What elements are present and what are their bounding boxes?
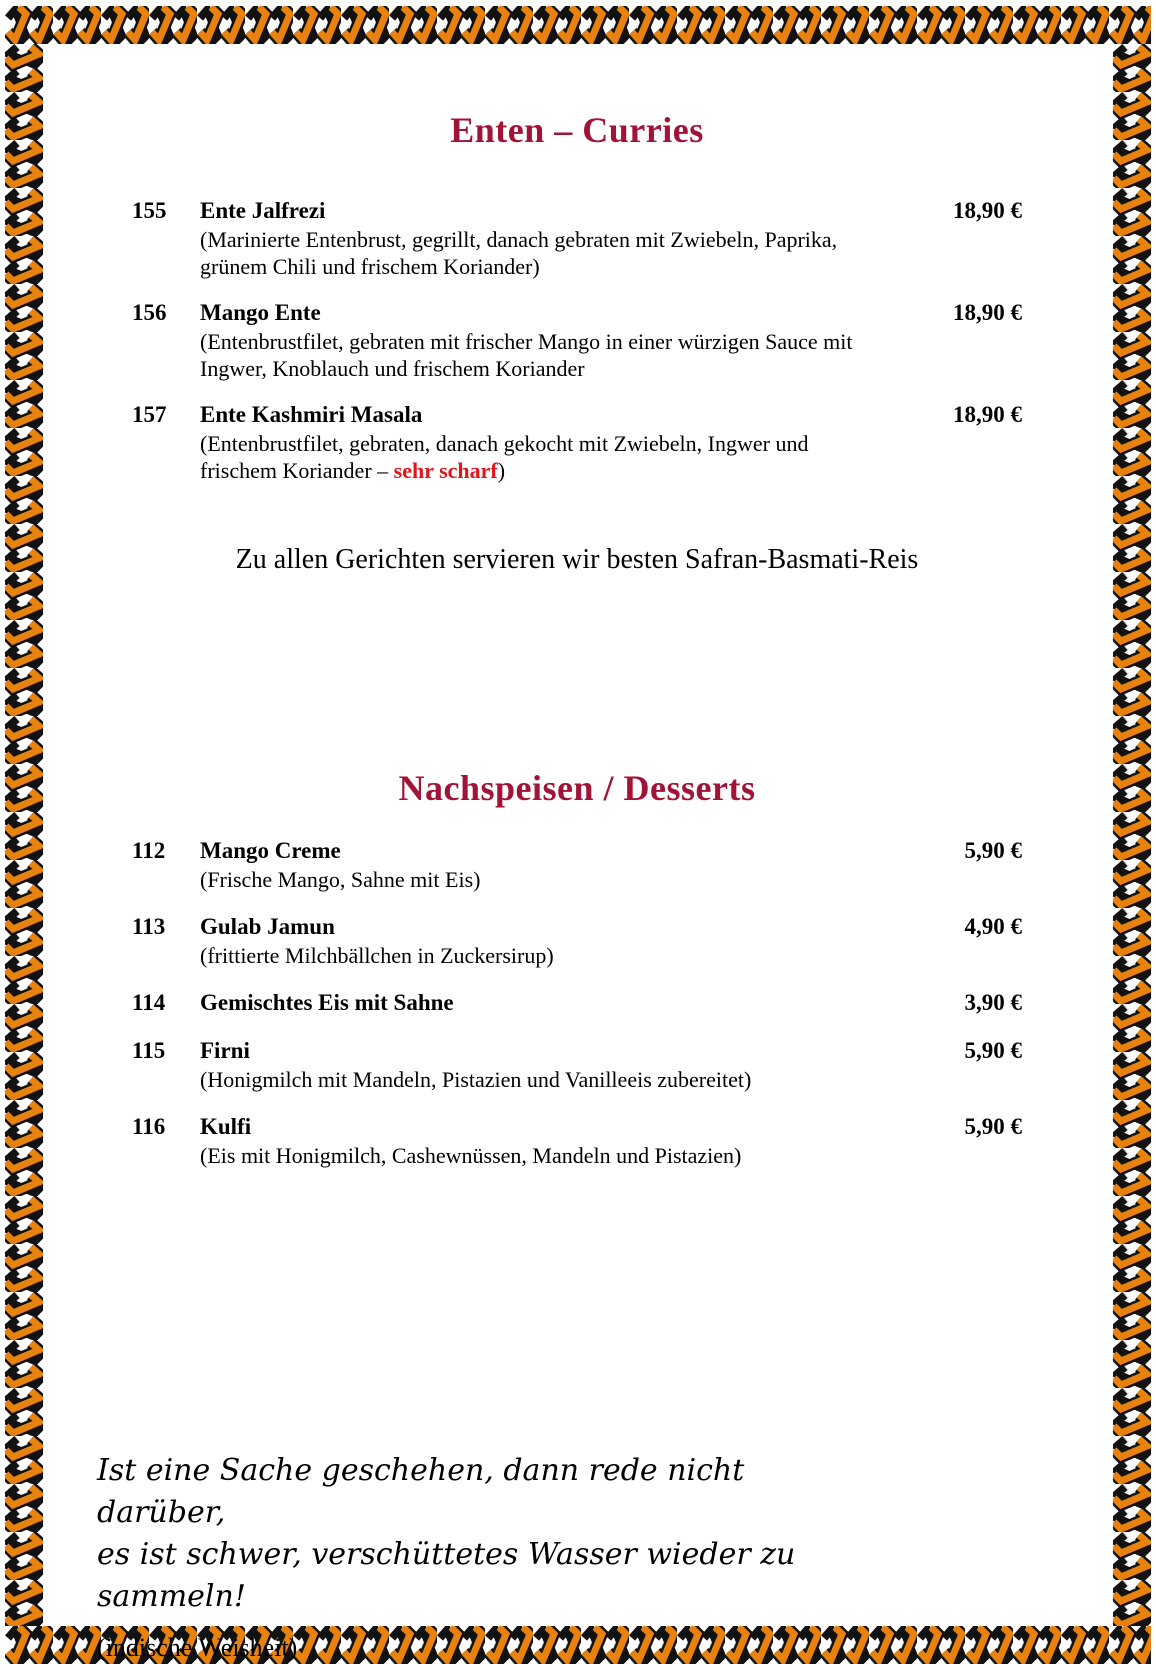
item-name: Kulfi (200, 1114, 252, 1139)
item-name: Gemischtes Eis mit Sahne (200, 990, 454, 1015)
menu-item (132, 988, 1022, 1018)
spicy-highlight: sehr scharf (393, 458, 498, 483)
menu-item-row (132, 196, 1022, 226)
section-enten-curries (132, 110, 1022, 578)
item-description (200, 430, 862, 484)
description-text: ) (497, 458, 506, 483)
item-price: 18,90 € (953, 402, 1022, 427)
item-name: Mango Ente (200, 300, 321, 325)
item-description (200, 328, 862, 382)
item-number: 157 (132, 402, 167, 427)
section-title: Nachspeisen / Desserts (398, 768, 756, 808)
menu-item (132, 912, 1022, 970)
description-text: (Frische Mango, Sahne mit Eis) (200, 867, 481, 892)
item-price: 5,90 € (964, 1038, 1022, 1063)
item-price: 18,90 € (953, 300, 1022, 325)
knot-border-top-icon (5, 6, 1151, 44)
menu-item (132, 400, 1022, 484)
item-number: 113 (132, 914, 166, 939)
section-title: Enten – Curries (450, 110, 704, 150)
item-name: Ente Kashmiri Masala (200, 402, 423, 427)
item-price: 3,90 € (964, 990, 1022, 1015)
description-text: (Marinierte Entenbrust, gegrillt, danach gebraten mit Zwiebeln, Paprika, grünem Chili und frischem Koriander) (200, 227, 838, 279)
description-text: (frittierte Milchbällchen in Zuckersirup) (200, 943, 554, 968)
menu-item-row (132, 912, 1022, 942)
quote-line-1: Ist eine Sache geschehen, dann rede nicht darüber, (97, 1453, 745, 1530)
item-price: 4,90 € (964, 914, 1022, 939)
quote-attribution: (indische Weisheit) (97, 1633, 298, 1662)
item-number: 115 (132, 1038, 166, 1063)
menu-item-row (132, 836, 1022, 866)
menu-item (132, 836, 1022, 894)
menu-item (132, 298, 1022, 382)
knot-border-left-icon (5, 44, 43, 1626)
item-price: 5,90 € (964, 838, 1022, 863)
item-name: Mango Creme (200, 838, 341, 863)
menu-item (132, 1112, 1022, 1170)
description-text: (Entenbrustfilet, gebraten mit frischer Mango in einer würzigen Sauce mit Ingwer, Knoblauch und frischem Koriander (200, 329, 853, 381)
item-price: 5,90 € (964, 1114, 1022, 1139)
menu-item-row (132, 1036, 1022, 1066)
quote-line-2: es ist schwer, verschüttetes Wasser wieder zu sammeln! (97, 1537, 796, 1614)
item-description (200, 866, 862, 894)
item-name: Gulab Jamun (200, 914, 335, 939)
menu-item-row (132, 1112, 1022, 1142)
menu-item-row (132, 400, 1022, 430)
menu-item-list (132, 196, 1022, 484)
item-description (200, 226, 862, 280)
description-text: (Entenbrustfilet, gebraten, danach gekocht mit Zwiebeln, Ingwer und frischem Koriander – (200, 431, 809, 483)
knot-border-right-icon (1113, 44, 1151, 1626)
item-number: 156 (132, 300, 167, 325)
menu-item-row (132, 298, 1022, 328)
footer-quote-block (97, 1450, 797, 1664)
item-description (200, 1066, 862, 1094)
item-description (200, 1142, 862, 1170)
description-text: (Eis mit Honigmilch, Cashewnüssen, Mandeln und Pistazien) (200, 1143, 742, 1168)
menu-item (132, 196, 1022, 280)
item-number: 116 (132, 1114, 166, 1139)
rice-note: Zu allen Gerichten servieren wir besten Safran-Basmati-Reis (235, 544, 919, 575)
item-price: 18,90 € (953, 198, 1022, 223)
item-description (200, 942, 862, 970)
menu-item-list (132, 836, 1022, 1170)
description-text: (Honigmilch mit Mandeln, Pistazien und Vanilleeis zubereitet) (200, 1067, 752, 1092)
menu-item (132, 1036, 1022, 1094)
item-number: 155 (132, 198, 167, 223)
item-number: 112 (132, 838, 166, 863)
item-number: 114 (132, 990, 166, 1015)
item-name: Firni (200, 1038, 250, 1063)
section-nachspeisen-desserts (132, 768, 1022, 1188)
item-name: Ente Jalfrezi (200, 198, 326, 223)
menu-item-row (132, 988, 1022, 1018)
